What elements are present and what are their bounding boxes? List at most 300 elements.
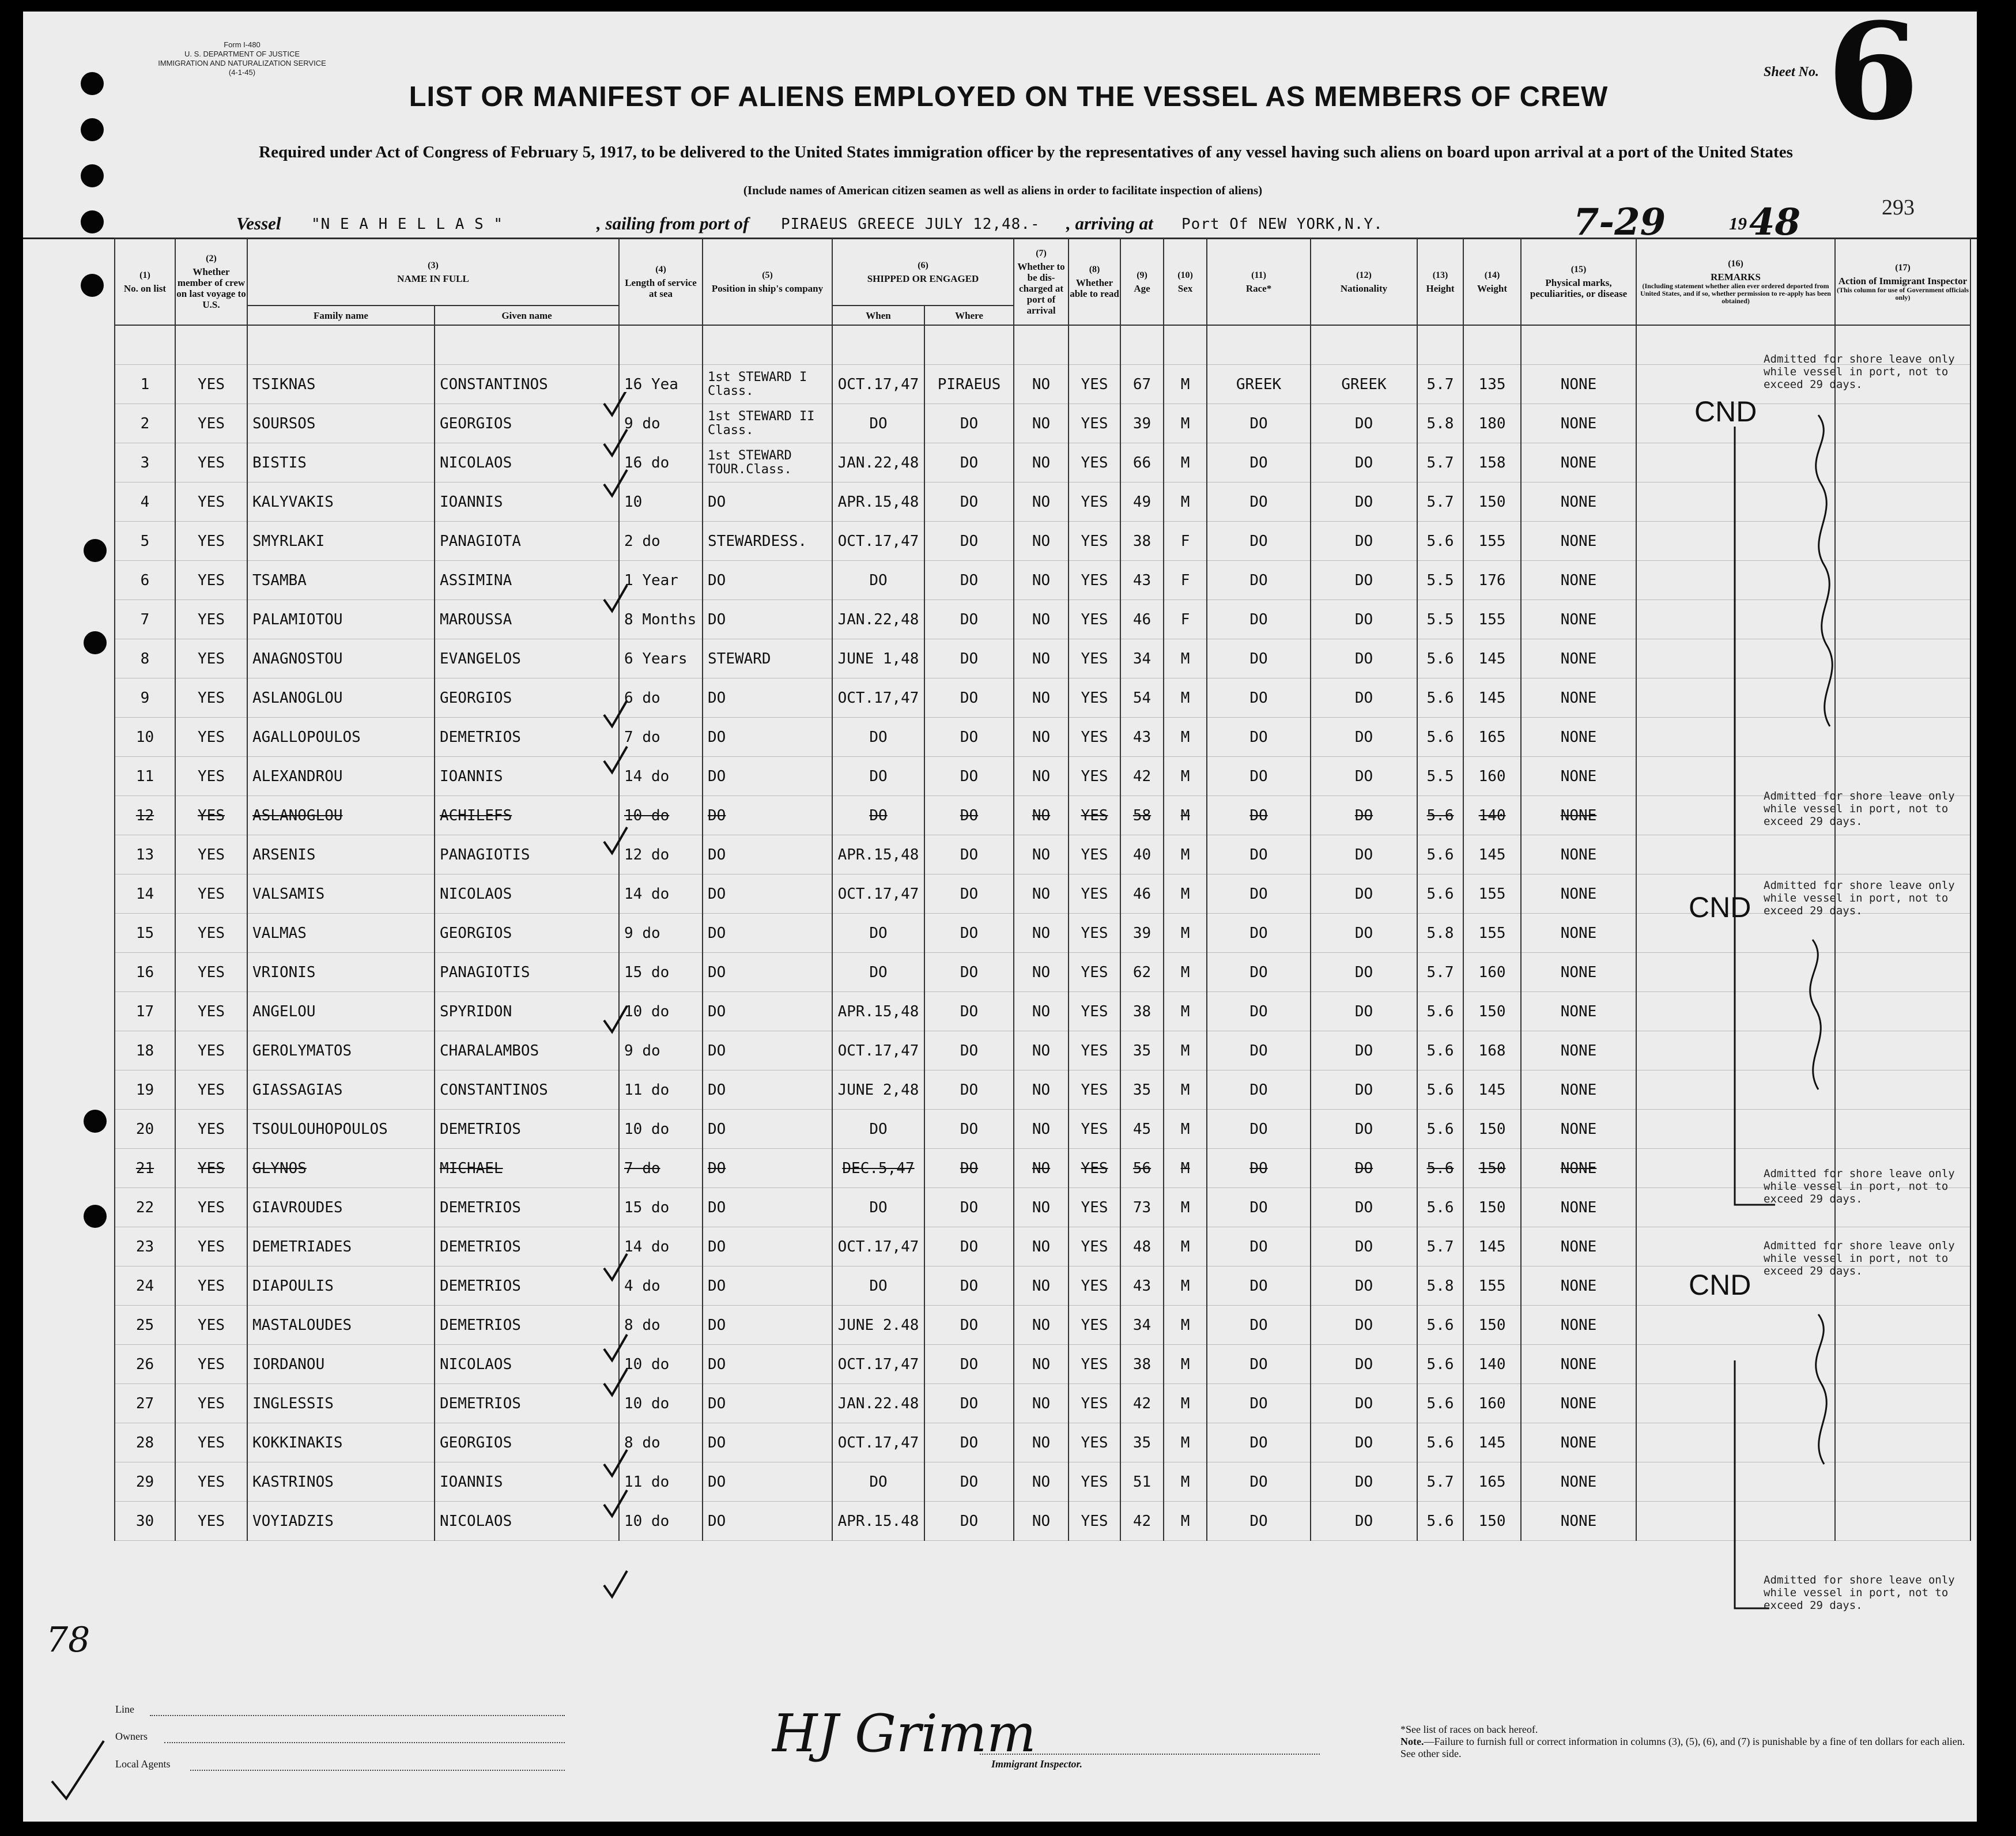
crew-cell: STEWARDESS.	[703, 522, 832, 561]
col-header-where: Where	[924, 306, 1014, 325]
crew-cell: YES	[175, 1070, 247, 1110]
crew-cell: 39	[1120, 914, 1164, 953]
col-header-weight: (14) Weight	[1463, 238, 1521, 325]
crew-cell: 5.6	[1417, 1149, 1463, 1188]
crew-cell: NO	[1014, 1306, 1069, 1345]
crew-cell: YES	[1069, 1188, 1120, 1227]
crew-cell: YES	[175, 914, 247, 953]
crew-cell: 30	[115, 1502, 175, 1541]
crew-cell: 26	[115, 1345, 175, 1384]
crew-cell: DO	[1311, 1345, 1417, 1384]
crew-cell: DO	[1207, 561, 1311, 600]
crew-cell: YES	[1069, 1384, 1120, 1423]
crew-cell: IOANNIS	[435, 757, 619, 796]
crew-cell: YES	[1069, 953, 1120, 992]
punch-hole	[81, 210, 104, 233]
crew-cell: 135	[1463, 365, 1521, 404]
crew-cell: 168	[1463, 1031, 1521, 1070]
crew-cell: NO	[1014, 1227, 1069, 1266]
crew-cell: PANAGIOTIS	[435, 835, 619, 874]
col-header-no: (1) No. on list	[115, 238, 175, 325]
crew-cell: 150	[1463, 1188, 1521, 1227]
crew-cell: OCT.17,47	[832, 874, 924, 914]
crew-cell: DO	[924, 835, 1014, 874]
crew-cell: 145	[1463, 835, 1521, 874]
crew-cell: OCT.17,47	[832, 1423, 924, 1462]
crew-cell: YES	[175, 1227, 247, 1266]
crew-cell: DO	[1311, 874, 1417, 914]
crew-cell: NO	[1014, 1502, 1069, 1541]
crew-cell: 5.6	[1417, 1188, 1463, 1227]
crew-cell: YES	[1069, 639, 1120, 678]
crew-cell: DO	[924, 1423, 1014, 1462]
col-header-given-name: Given name	[435, 306, 619, 325]
crew-cell: DO	[1207, 1462, 1311, 1502]
crew-cell: YES	[175, 835, 247, 874]
crew-cell: APR.15,48	[832, 992, 924, 1031]
crew-cell: 5.6	[1417, 796, 1463, 835]
crew-cell: 12 do	[619, 835, 703, 874]
crew-cell: YES	[175, 522, 247, 561]
crew-cell: YES	[1069, 1423, 1120, 1462]
crew-cell: DO	[703, 835, 832, 874]
crew-cell: DO	[924, 757, 1014, 796]
crew-cell: DO	[924, 914, 1014, 953]
crew-cell: 10 do	[619, 992, 703, 1031]
crew-cell: OCT.17,47	[832, 1227, 924, 1266]
crew-cell: VOYIADZIS	[247, 1502, 435, 1541]
crew-cell: DO	[1311, 1384, 1417, 1423]
crew-cell: 160	[1463, 757, 1521, 796]
local-agents-label: Local Agents	[115, 1758, 171, 1770]
crew-cell: 56	[1120, 1149, 1164, 1188]
crew-cell: 34	[1120, 1306, 1164, 1345]
remarks-stamp: Admitted for shore leave only while vessel in port, not to exceed 29 days.	[1764, 353, 1955, 391]
crew-cell: 38	[1120, 522, 1164, 561]
crew-cell: YES	[1069, 678, 1120, 718]
crew-cell: 5.5	[1417, 600, 1463, 639]
col-header-remarks: (16) REMARKS (Including statement whether alien ever ordered deported from United States, and if so, whether permission to re-apply has been obtained)	[1636, 238, 1835, 325]
crew-cell: DO	[924, 992, 1014, 1031]
crew-cell: DO	[1311, 1423, 1417, 1462]
crew-cell: NO	[1014, 796, 1069, 835]
col-header-last-voyage: (2) Whether member of crew on last voyage to U.S.	[175, 238, 247, 325]
crew-cell: TSIKNAS	[247, 365, 435, 404]
crew-cell: 35	[1120, 1070, 1164, 1110]
crew-cell: 5.7	[1417, 482, 1463, 522]
note-text: —Failure to furnish full or correct information in columns (3), (5), (6), and (7) is punishable by a fine of ten dollars for each alien. See other side.	[1400, 1736, 1965, 1759]
remarks-brackets	[1683, 386, 1925, 1643]
crew-cell: VALMAS	[247, 914, 435, 953]
vessel-name: "N E A H E L L A S "	[311, 216, 504, 233]
crew-cell: NONE	[1521, 600, 1636, 639]
crew-cell: YES	[1069, 1227, 1120, 1266]
crew-cell: YES	[175, 1031, 247, 1070]
crew-cell: 155	[1463, 1266, 1521, 1306]
crew-cell: DEC.5,47	[832, 1149, 924, 1188]
crew-cell: NO	[1014, 874, 1069, 914]
crew-cell: MASTALOUDES	[247, 1306, 435, 1345]
crew-cell: 5.6	[1417, 1384, 1463, 1423]
crew-cell: 58	[1120, 796, 1164, 835]
crew-cell: 5.8	[1417, 1266, 1463, 1306]
crew-cell: 5.5	[1417, 561, 1463, 600]
col-header-nationality: (12) Nationality	[1311, 238, 1417, 325]
punch-hole	[84, 539, 107, 562]
crew-cell: SMYRLAKI	[247, 522, 435, 561]
crew-cell: DO	[924, 443, 1014, 482]
crew-cell: NONE	[1521, 443, 1636, 482]
crew-cell: NONE	[1521, 1384, 1636, 1423]
crew-cell: GEORGIOS	[435, 1423, 619, 1462]
crew-cell: DO	[1311, 600, 1417, 639]
crew-cell: DO	[703, 561, 832, 600]
punch-hole	[81, 274, 104, 297]
crew-cell: DO	[1207, 1266, 1311, 1306]
crew-cell: ANGELOU	[247, 992, 435, 1031]
col-header-inspector-action: (17) Action of Immigrant Inspector (This column for use of Government officials only)	[1835, 238, 1970, 325]
crew-cell: 42	[1120, 757, 1164, 796]
crew-cell: 5.6	[1417, 835, 1463, 874]
crew-cell: DO	[1311, 522, 1417, 561]
crew-cell: DEMETRIOS	[435, 718, 619, 757]
crew-cell: DO	[1207, 718, 1311, 757]
crew-cell: F	[1164, 600, 1207, 639]
crew-cell: YES	[1069, 482, 1120, 522]
crew-cell: 2	[115, 404, 175, 443]
crew-cell: NONE	[1521, 365, 1636, 404]
crew-cell: OCT.17,47	[832, 1345, 924, 1384]
crew-cell: NO	[1014, 1110, 1069, 1149]
crew-cell: EVANGELOS	[435, 639, 619, 678]
crew-cell: GEORGIOS	[435, 914, 619, 953]
crew-cell: DO	[1207, 1306, 1311, 1345]
crew-cell: APR.15,48	[832, 835, 924, 874]
crew-cell: TSOULOUHOPOULOS	[247, 1110, 435, 1149]
crew-cell: 155	[1463, 522, 1521, 561]
crew-cell: KALYVAKIS	[247, 482, 435, 522]
vessel-label: Vessel	[236, 213, 281, 233]
crew-cell: 40	[1120, 835, 1164, 874]
crew-cell: DO	[1311, 1227, 1417, 1266]
crew-cell: YES	[175, 561, 247, 600]
crew-cell: M	[1164, 443, 1207, 482]
crew-cell: M	[1164, 992, 1207, 1031]
crew-cell: 43	[1120, 1266, 1164, 1306]
crew-cell: YES	[1069, 522, 1120, 561]
crew-cell: DO	[1311, 953, 1417, 992]
crew-cell: DO	[703, 678, 832, 718]
crew-cell: NO	[1014, 443, 1069, 482]
crew-cell: DO	[1207, 443, 1311, 482]
crew-cell: 5.6	[1417, 1070, 1463, 1110]
crew-cell: M	[1164, 404, 1207, 443]
crew-cell: 45	[1120, 1110, 1164, 1149]
crew-cell: M	[1164, 1462, 1207, 1502]
crew-cell: KASTRINOS	[247, 1462, 435, 1502]
crew-cell: DO	[1311, 639, 1417, 678]
crew-cell: NONE	[1521, 522, 1636, 561]
crew-cell: DO	[924, 1227, 1014, 1266]
crew-cell: DO	[832, 1462, 924, 1502]
crew-cell: DIAPOULIS	[247, 1266, 435, 1306]
crew-cell: STEWARD	[703, 639, 832, 678]
crew-cell: YES	[1069, 561, 1120, 600]
remarks-stamp: Admitted for shore leave only while vessel in port, not to exceed 29 days.	[1764, 790, 1955, 828]
crew-cell: DO	[1311, 678, 1417, 718]
crew-cell: YES	[175, 1188, 247, 1227]
crew-cell: DO	[1311, 1110, 1417, 1149]
col-header-read: (8) Whether able to read	[1069, 238, 1120, 325]
crew-cell: DO	[924, 796, 1014, 835]
crew-cell: GEROLYMATOS	[247, 1031, 435, 1070]
crew-cell: 62	[1120, 953, 1164, 992]
crew-cell: M	[1164, 953, 1207, 992]
crew-cell: DO	[1207, 1070, 1311, 1110]
crew-cell: M	[1164, 1110, 1207, 1149]
crew-cell: OCT.17,47	[832, 1031, 924, 1070]
crew-cell: 15 do	[619, 1188, 703, 1227]
crew-cell: YES	[175, 718, 247, 757]
crew-cell: DO	[703, 1227, 832, 1266]
crew-cell: NO	[1014, 1266, 1069, 1306]
crew-cell: NO	[1014, 1188, 1069, 1227]
crew-cell: DEMETRIOS	[435, 1306, 619, 1345]
crew-cell: DO	[924, 1462, 1014, 1502]
note-label: Note.	[1400, 1736, 1424, 1747]
crew-cell: F	[1164, 561, 1207, 600]
crew-cell: DO	[703, 874, 832, 914]
crew-cell: YES	[1069, 1110, 1120, 1149]
crew-cell: YES	[175, 404, 247, 443]
crew-cell: DO	[703, 1266, 832, 1306]
crew-cell: 43	[1120, 561, 1164, 600]
crew-cell: GLYNOS	[247, 1149, 435, 1188]
crew-cell: 35	[1120, 1031, 1164, 1070]
crew-cell: M	[1164, 1306, 1207, 1345]
crew-cell: 16 do	[619, 443, 703, 482]
crew-cell: NONE	[1521, 1423, 1636, 1462]
crew-cell: 155	[1463, 600, 1521, 639]
crew-cell: 67	[1120, 365, 1164, 404]
crew-cell: DO	[832, 796, 924, 835]
crew-cell: NONE	[1521, 639, 1636, 678]
crew-cell: 15	[115, 914, 175, 953]
crew-cell: 15 do	[619, 953, 703, 992]
crew-cell: DO	[703, 718, 832, 757]
crew-cell: 11 do	[619, 1070, 703, 1110]
crew-cell: DO	[1311, 404, 1417, 443]
department-name: U. S. DEPARTMENT OF JUSTICE	[184, 50, 300, 58]
crew-cell: DO	[924, 1070, 1014, 1110]
crew-cell: YES	[175, 678, 247, 718]
crew-cell: 48	[1120, 1227, 1164, 1266]
crew-cell: DEMETRIOS	[435, 1227, 619, 1266]
crew-cell: 9 do	[619, 404, 703, 443]
crew-cell: 46	[1120, 874, 1164, 914]
crew-cell: DO	[924, 482, 1014, 522]
crew-cell: DO	[1207, 404, 1311, 443]
crew-cell: 5.7	[1417, 1462, 1463, 1502]
crew-cell: DO	[832, 561, 924, 600]
owners-label: Owners	[115, 1731, 148, 1742]
crew-cell: DO	[703, 914, 832, 953]
crew-cell: DO	[1207, 600, 1311, 639]
crew-cell: 165	[1463, 718, 1521, 757]
crew-cell: 155	[1463, 914, 1521, 953]
crew-cell: NO	[1014, 1384, 1069, 1423]
crew-cell: DO	[703, 953, 832, 992]
crew-cell: GREEK	[1207, 365, 1311, 404]
crew-cell: 22	[115, 1188, 175, 1227]
crew-cell: NO	[1014, 561, 1069, 600]
inspector-signature-line	[980, 1754, 1320, 1755]
crew-cell: 5.7	[1417, 443, 1463, 482]
crew-cell: 5.6	[1417, 718, 1463, 757]
crew-cell: 5.7	[1417, 365, 1463, 404]
crew-cell: NO	[1014, 1149, 1069, 1188]
crew-cell: DO	[832, 1188, 924, 1227]
check-mark-footer	[46, 1735, 110, 1804]
crew-cell: 10	[619, 482, 703, 522]
table-spacer-row	[115, 325, 1970, 365]
crew-cell: DO	[832, 1266, 924, 1306]
punch-hole	[81, 118, 104, 141]
crew-cell: GEORGIOS	[435, 404, 619, 443]
crew-cell: NONE	[1521, 1502, 1636, 1541]
col-header-service-length: (4) Length of service at sea	[619, 238, 703, 325]
crew-cell: DO	[703, 1423, 832, 1462]
crew-cell: YES	[1069, 796, 1120, 835]
owners-field	[164, 1742, 565, 1743]
crew-cell: 17	[115, 992, 175, 1031]
punch-hole	[81, 72, 104, 95]
crew-cell: M	[1164, 757, 1207, 796]
crew-cell: NO	[1014, 835, 1069, 874]
crew-cell: DO	[703, 482, 832, 522]
crew-cell: DEMETRIOS	[435, 1384, 619, 1423]
crew-cell: 29	[115, 1462, 175, 1502]
crew-cell: NONE	[1521, 992, 1636, 1031]
crew-cell: 7 do	[619, 718, 703, 757]
crew-cell: 2 do	[619, 522, 703, 561]
crew-cell: 1st STEWARD TOUR.Class.	[703, 443, 832, 482]
sheet-number: 6	[1827, 12, 1920, 150]
crew-cell: 73	[1120, 1188, 1164, 1227]
crew-cell: DO	[1311, 1031, 1417, 1070]
crew-cell: DO	[924, 953, 1014, 992]
crew-cell: YES	[1069, 874, 1120, 914]
crew-cell: DO	[832, 718, 924, 757]
crew-cell: ASSIMINA	[435, 561, 619, 600]
crew-cell: NICOLAOS	[435, 443, 619, 482]
crew-cell: OCT.17,47	[832, 678, 924, 718]
crew-cell: NONE	[1521, 914, 1636, 953]
crew-cell: INGLESSIS	[247, 1384, 435, 1423]
crew-cell: YES	[1069, 1462, 1120, 1502]
crew-cell: NO	[1014, 600, 1069, 639]
crew-cell: 5.7	[1417, 953, 1463, 992]
crew-cell: 145	[1463, 1227, 1521, 1266]
crew-cell: PALAMIOTOU	[247, 600, 435, 639]
crew-cell: 23	[115, 1227, 175, 1266]
remarks-stamp: Admitted for shore leave only while vessel in port, not to exceed 29 days.	[1764, 879, 1955, 917]
crew-cell: DO	[832, 757, 924, 796]
crew-cell: 6	[115, 561, 175, 600]
crew-cell: JUNE 2.48	[832, 1306, 924, 1345]
crew-cell: 150	[1463, 1306, 1521, 1345]
crew-cell: YES	[175, 1502, 247, 1541]
crew-cell: DO	[924, 404, 1014, 443]
crew-cell: DO	[1207, 914, 1311, 953]
crew-cell: 16 Yea	[619, 365, 703, 404]
crew-cell: DO	[1207, 757, 1311, 796]
crew-cell: VRIONIS	[247, 953, 435, 992]
crew-cell: DO	[924, 561, 1014, 600]
crew-cell: 158	[1463, 443, 1521, 482]
crew-cell: M	[1164, 1188, 1207, 1227]
crew-cell: 14 do	[619, 1227, 703, 1266]
line-field	[150, 1715, 565, 1716]
crew-cell: DO	[1311, 443, 1417, 482]
crew-cell: DO	[924, 1110, 1014, 1149]
crew-cell: YES	[1069, 1070, 1120, 1110]
crew-cell: YES	[175, 1462, 247, 1502]
crew-cell: M	[1164, 1031, 1207, 1070]
crew-cell: DO	[703, 1502, 832, 1541]
crew-cell: CHARALAMBOS	[435, 1031, 619, 1070]
crew-cell: NONE	[1521, 1188, 1636, 1227]
crew-cell: YES	[175, 1149, 247, 1188]
crew-cell: KOKKINAKIS	[247, 1423, 435, 1462]
col-header-name: (3) NAME IN FULL	[247, 238, 619, 306]
crew-cell: DO	[1207, 1110, 1311, 1149]
crew-cell: JUNE 1,48	[832, 639, 924, 678]
crew-cell: 10 do	[619, 1384, 703, 1423]
crew-cell: IOANNIS	[435, 1462, 619, 1502]
col-header-physical-marks: (15) Physical marks, peculiarities, or disease	[1521, 238, 1636, 325]
crew-cell: NONE	[1521, 678, 1636, 718]
form-identification	[115, 40, 369, 77]
crew-cell: DO	[1311, 1266, 1417, 1306]
arrival-date-handwritten: 7-29	[1573, 201, 1666, 244]
crew-cell: 24	[115, 1266, 175, 1306]
crew-cell: GIAVROUDES	[247, 1188, 435, 1227]
crew-cell: YES	[175, 443, 247, 482]
crew-cell: PANAGIOTA	[435, 522, 619, 561]
col-header-discharged: (7) Whether to be dis-charged at port of arrival	[1014, 238, 1069, 325]
crew-cell: 28	[115, 1423, 175, 1462]
crew-cell: 54	[1120, 678, 1164, 718]
crew-cell: DO	[1207, 835, 1311, 874]
crew-cell: DO	[924, 1266, 1014, 1306]
crew-cell: NO	[1014, 365, 1069, 404]
crew-cell: DO	[703, 1031, 832, 1070]
crew-cell: 165	[1463, 1462, 1521, 1502]
crew-cell: 8 do	[619, 1423, 703, 1462]
crew-cell: ASLANOGLOU	[247, 678, 435, 718]
sailing-port-value: PIRAEUS GREECE JULY 12,48.-	[781, 216, 1040, 233]
crew-cell: 12	[115, 796, 175, 835]
crew-cell: ALEXANDROU	[247, 757, 435, 796]
crew-cell: IORDANOU	[247, 1345, 435, 1384]
crew-cell: DO	[832, 914, 924, 953]
crew-cell: JAN.22.48	[832, 1384, 924, 1423]
crew-cell: M	[1164, 1227, 1207, 1266]
crew-cell: NONE	[1521, 1070, 1636, 1110]
crew-cell: SOURSOS	[247, 404, 435, 443]
crew-cell: M	[1164, 1149, 1207, 1188]
